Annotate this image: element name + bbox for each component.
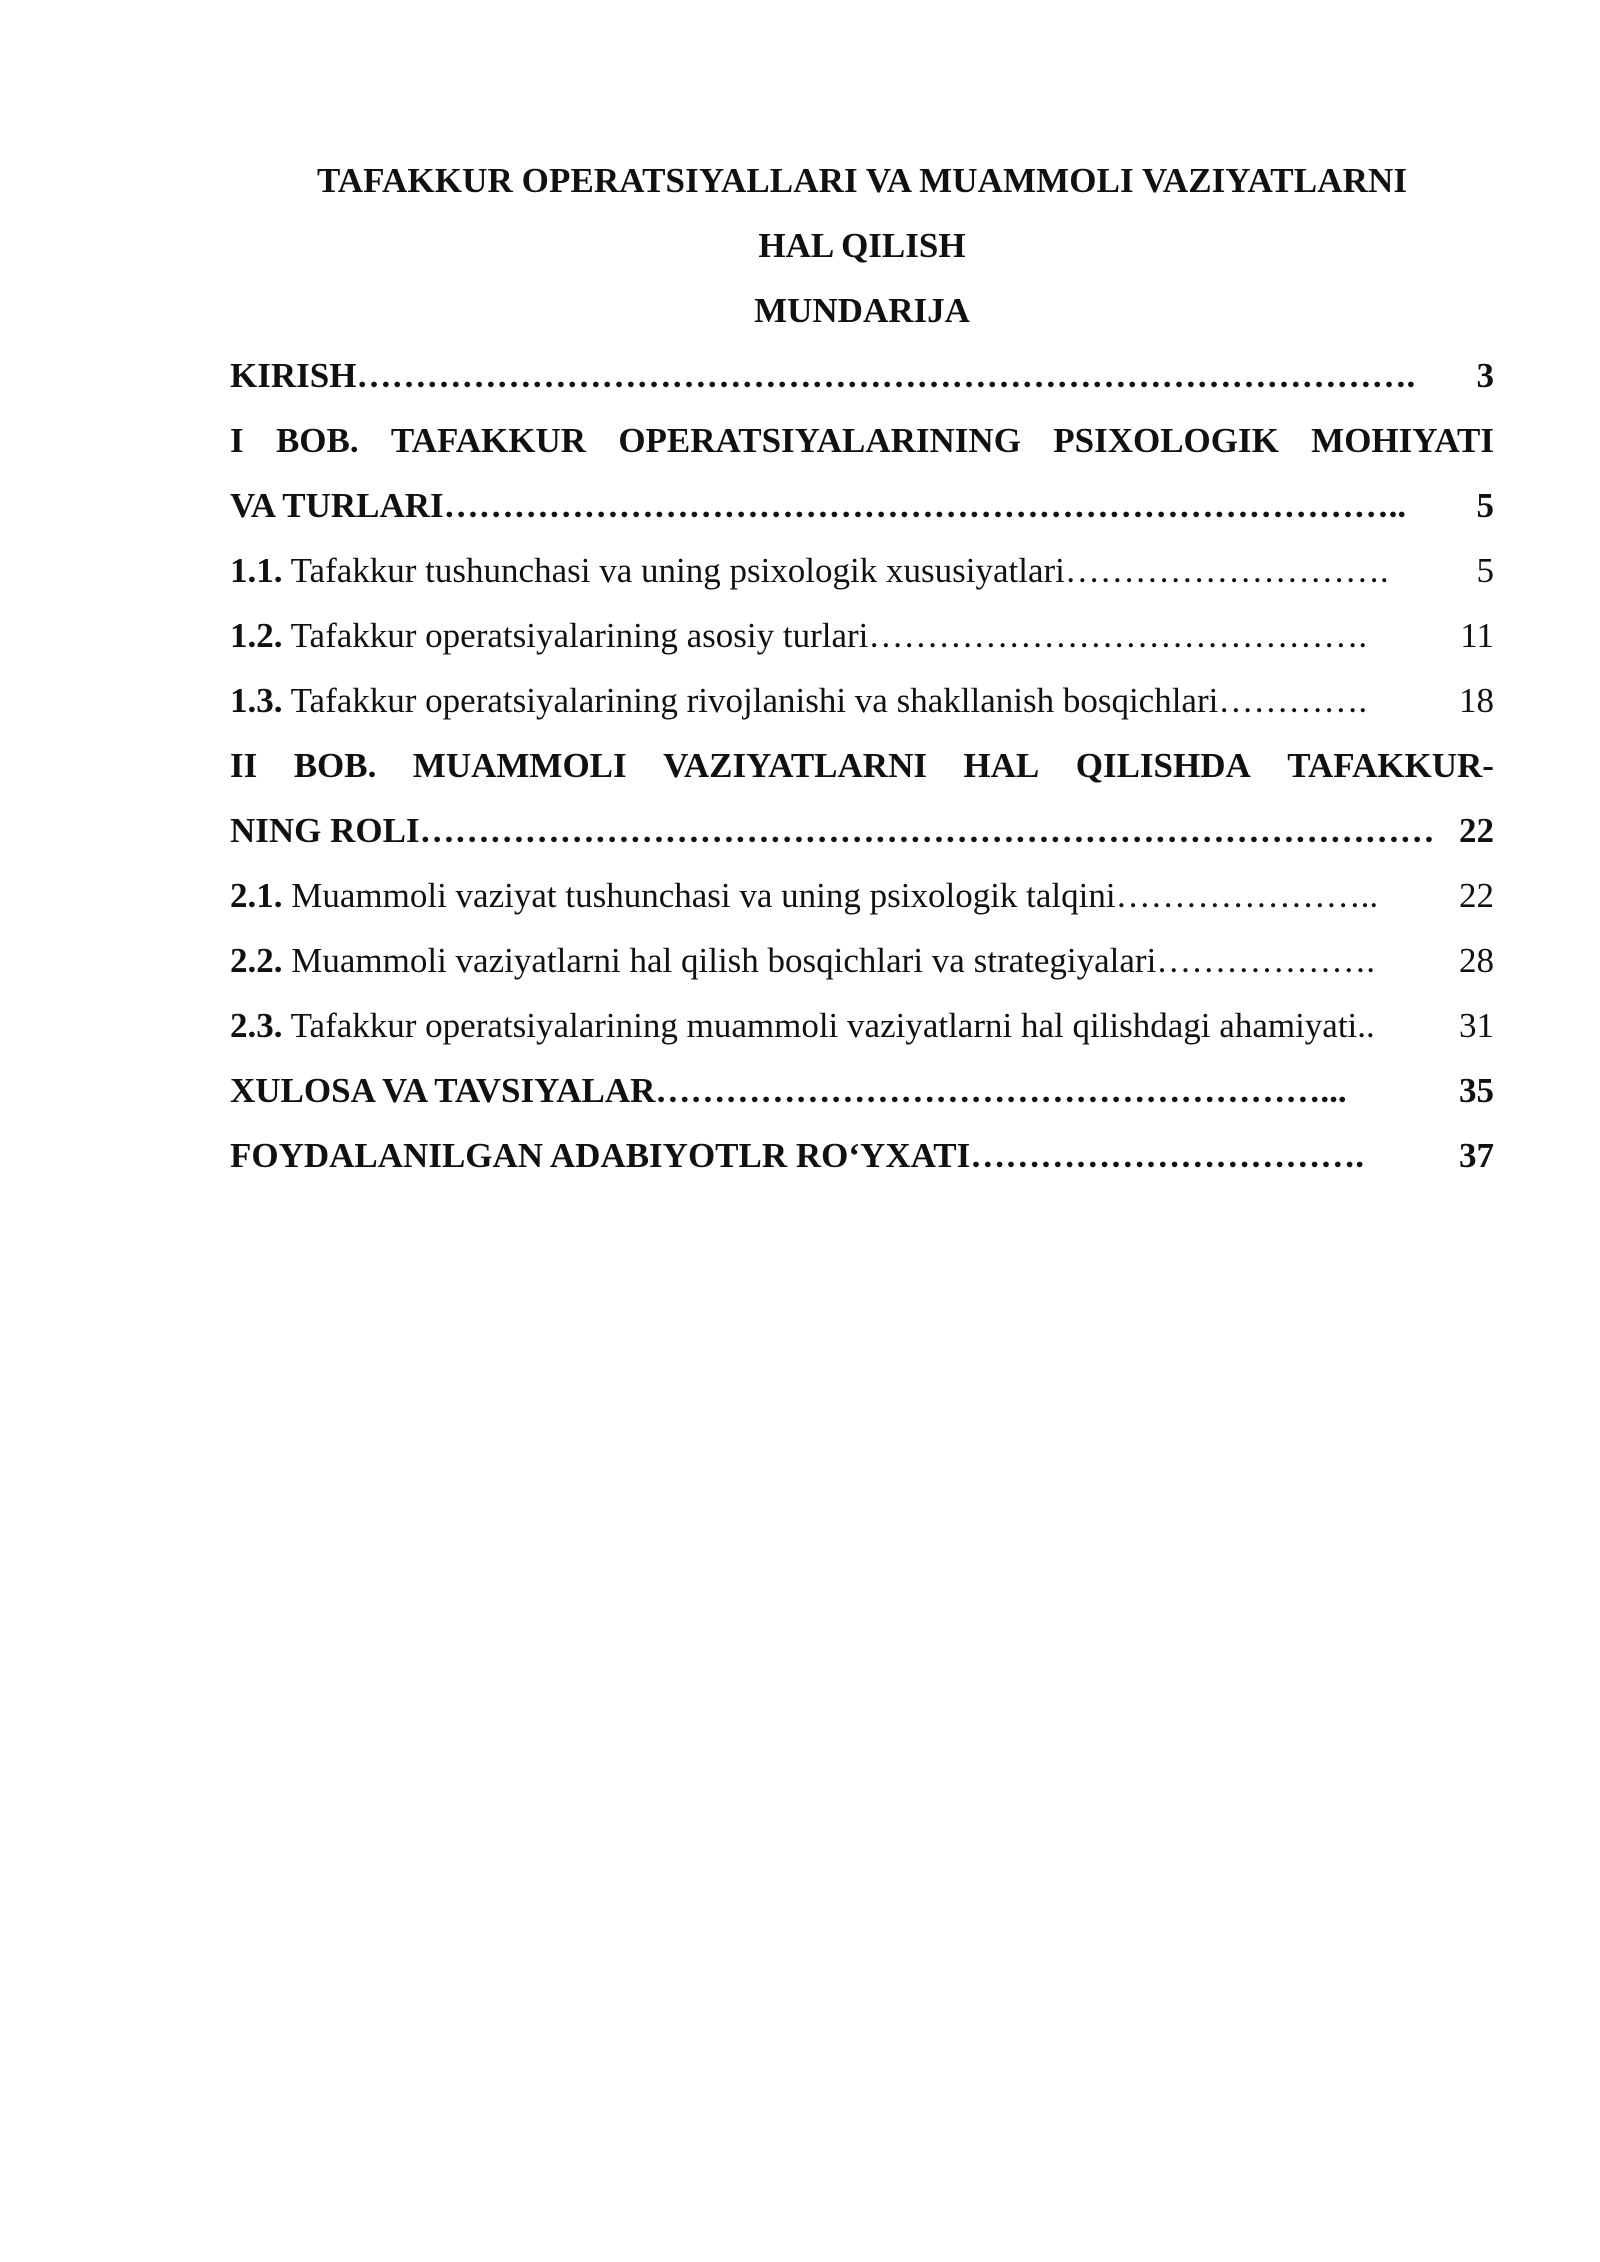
toc-page-number: 37 — [1459, 1136, 1494, 1175]
toc-word: I — [230, 421, 244, 460]
toc-leader-dots: …………. — [1218, 681, 1368, 720]
toc-entry-title: XULOSA VA TAVSIYALAR — [230, 1071, 656, 1110]
toc-section-number: 2.1. — [230, 876, 283, 915]
toc-word: OPERATSIYALARINING — [618, 421, 1021, 460]
toc-entry-xulosa — [230, 1058, 1494, 1123]
toc-section-number: 2.3. — [230, 1006, 283, 1045]
toc-entry-2-1 — [230, 863, 1494, 928]
toc-entry-1-1 — [230, 538, 1494, 603]
toc-entry-title: FOYDALANILGAN ADABIYOTLR RO‘YXATI — [230, 1136, 971, 1175]
toc-page-number: 28 — [1459, 941, 1494, 980]
toc-chapter-2-line-1 — [230, 733, 1494, 798]
toc-entry-kirish — [230, 343, 1494, 408]
toc-word: VAZIYATLARNI — [663, 746, 927, 785]
toc-page-number: 22 — [1459, 811, 1494, 850]
toc-section-text: Tafakkur operatsiyalarining muammoli vaziyatlarni hal qilishdagi ahamiyati — [282, 1006, 1358, 1045]
toc-heading: MUNDARIJA — [754, 291, 970, 330]
toc-entry-1-3 — [230, 668, 1494, 733]
toc-leader-dots: …………………………………………………... — [655, 1071, 1347, 1110]
toc-entry-1-2 — [230, 603, 1494, 668]
toc-word: PSIXOLOGIK — [1053, 421, 1279, 460]
toc-section-number: 1.2. — [230, 616, 283, 655]
toc-section-text: Tafakkur tushunchasi va uning psixologik xususiyatlari — [282, 551, 1065, 590]
toc-page-number: 31 — [1459, 1006, 1494, 1045]
toc-entry-title — [230, 993, 1357, 1058]
toc-entry-title: NING ROLI — [230, 811, 420, 850]
toc-leader-dots: ………………………………………………………………………………. — [356, 356, 1416, 395]
document-title-line-2: HAL QILISH — [758, 226, 966, 265]
toc-page-number: 5 — [1476, 551, 1494, 590]
toc-leader-dots: .. — [1357, 1006, 1375, 1045]
toc-word: TAFAKKUR- — [1287, 746, 1494, 785]
document-content — [230, 148, 1494, 1188]
toc-entry-2-2 — [230, 928, 1494, 993]
toc-chapter-1-line-1 — [230, 408, 1494, 473]
toc-entry-title — [230, 538, 1065, 603]
toc-chapter-1-line-2 — [230, 473, 1494, 538]
toc-leader-dots: ………………….. — [1115, 876, 1379, 915]
toc-page-number: 35 — [1459, 1071, 1494, 1110]
toc-section-text: Tafakkur operatsiyalarining asosiy turlari — [282, 616, 869, 655]
toc-page-number: 22 — [1459, 876, 1494, 915]
toc-word: QILISHDA — [1075, 746, 1251, 785]
toc-page-number: 18 — [1459, 681, 1494, 720]
toc-entry-title — [230, 863, 1116, 928]
toc-word: BOB. — [275, 421, 359, 460]
toc-chapter-2-line-2 — [230, 798, 1494, 863]
toc-section-number: 1.3. — [230, 681, 283, 720]
toc-word: BOB. — [293, 746, 377, 785]
toc-entry-title — [230, 603, 868, 668]
toc-leader-dots: ………………………. — [1064, 551, 1389, 590]
toc-leader-dots: ……………………………………………………………………….. — [443, 486, 1407, 525]
toc-entry-title — [230, 928, 1156, 993]
toc-word: MUAMMOLI — [412, 746, 627, 785]
toc-leader-dots: ………………. — [1156, 941, 1376, 980]
toc-section-number: 1.1. — [230, 551, 283, 590]
toc-page-number: 3 — [1476, 356, 1494, 395]
toc-word: TAFAKKUR — [390, 421, 587, 460]
toc-leader-dots: ……………………………. — [970, 1136, 1364, 1175]
toc-page-number: 11 — [1460, 616, 1494, 655]
toc-section-number: 2.2. — [230, 941, 283, 980]
toc-entry-title — [230, 668, 1218, 733]
toc-section-text: Muammoli vaziyatlarni hal qilish bosqichlari va strategiyalari — [282, 941, 1157, 980]
toc-word: HAL — [963, 746, 1040, 785]
toc-section-text: Muammoli vaziyat tushunchasi va uning psixologik talqini — [282, 876, 1116, 915]
document-title-line-1: TAFAKKUR OPERATSIYALLARI VA MUAMMOLI VAZIYATLARNI — [316, 161, 1408, 200]
toc-section-text: Tafakkur operatsiyalarining rivojlanishi va shakllanish bosqichlari — [282, 681, 1219, 720]
toc-word: MOHIYATI — [1311, 421, 1494, 460]
toc-entry-title: VA TURLARI — [230, 486, 444, 525]
toc-leader-dots: ……………………………………. — [868, 616, 1368, 655]
toc-page-number: 5 — [1476, 486, 1494, 525]
toc-entry-title: KIRISH — [230, 356, 357, 395]
toc-word: II — [230, 746, 258, 785]
toc-entry-2-3 — [230, 993, 1494, 1058]
toc-entry-adabiyotlar — [230, 1123, 1494, 1188]
toc-leader-dots: …………………………………………………………………………… — [419, 811, 1435, 850]
